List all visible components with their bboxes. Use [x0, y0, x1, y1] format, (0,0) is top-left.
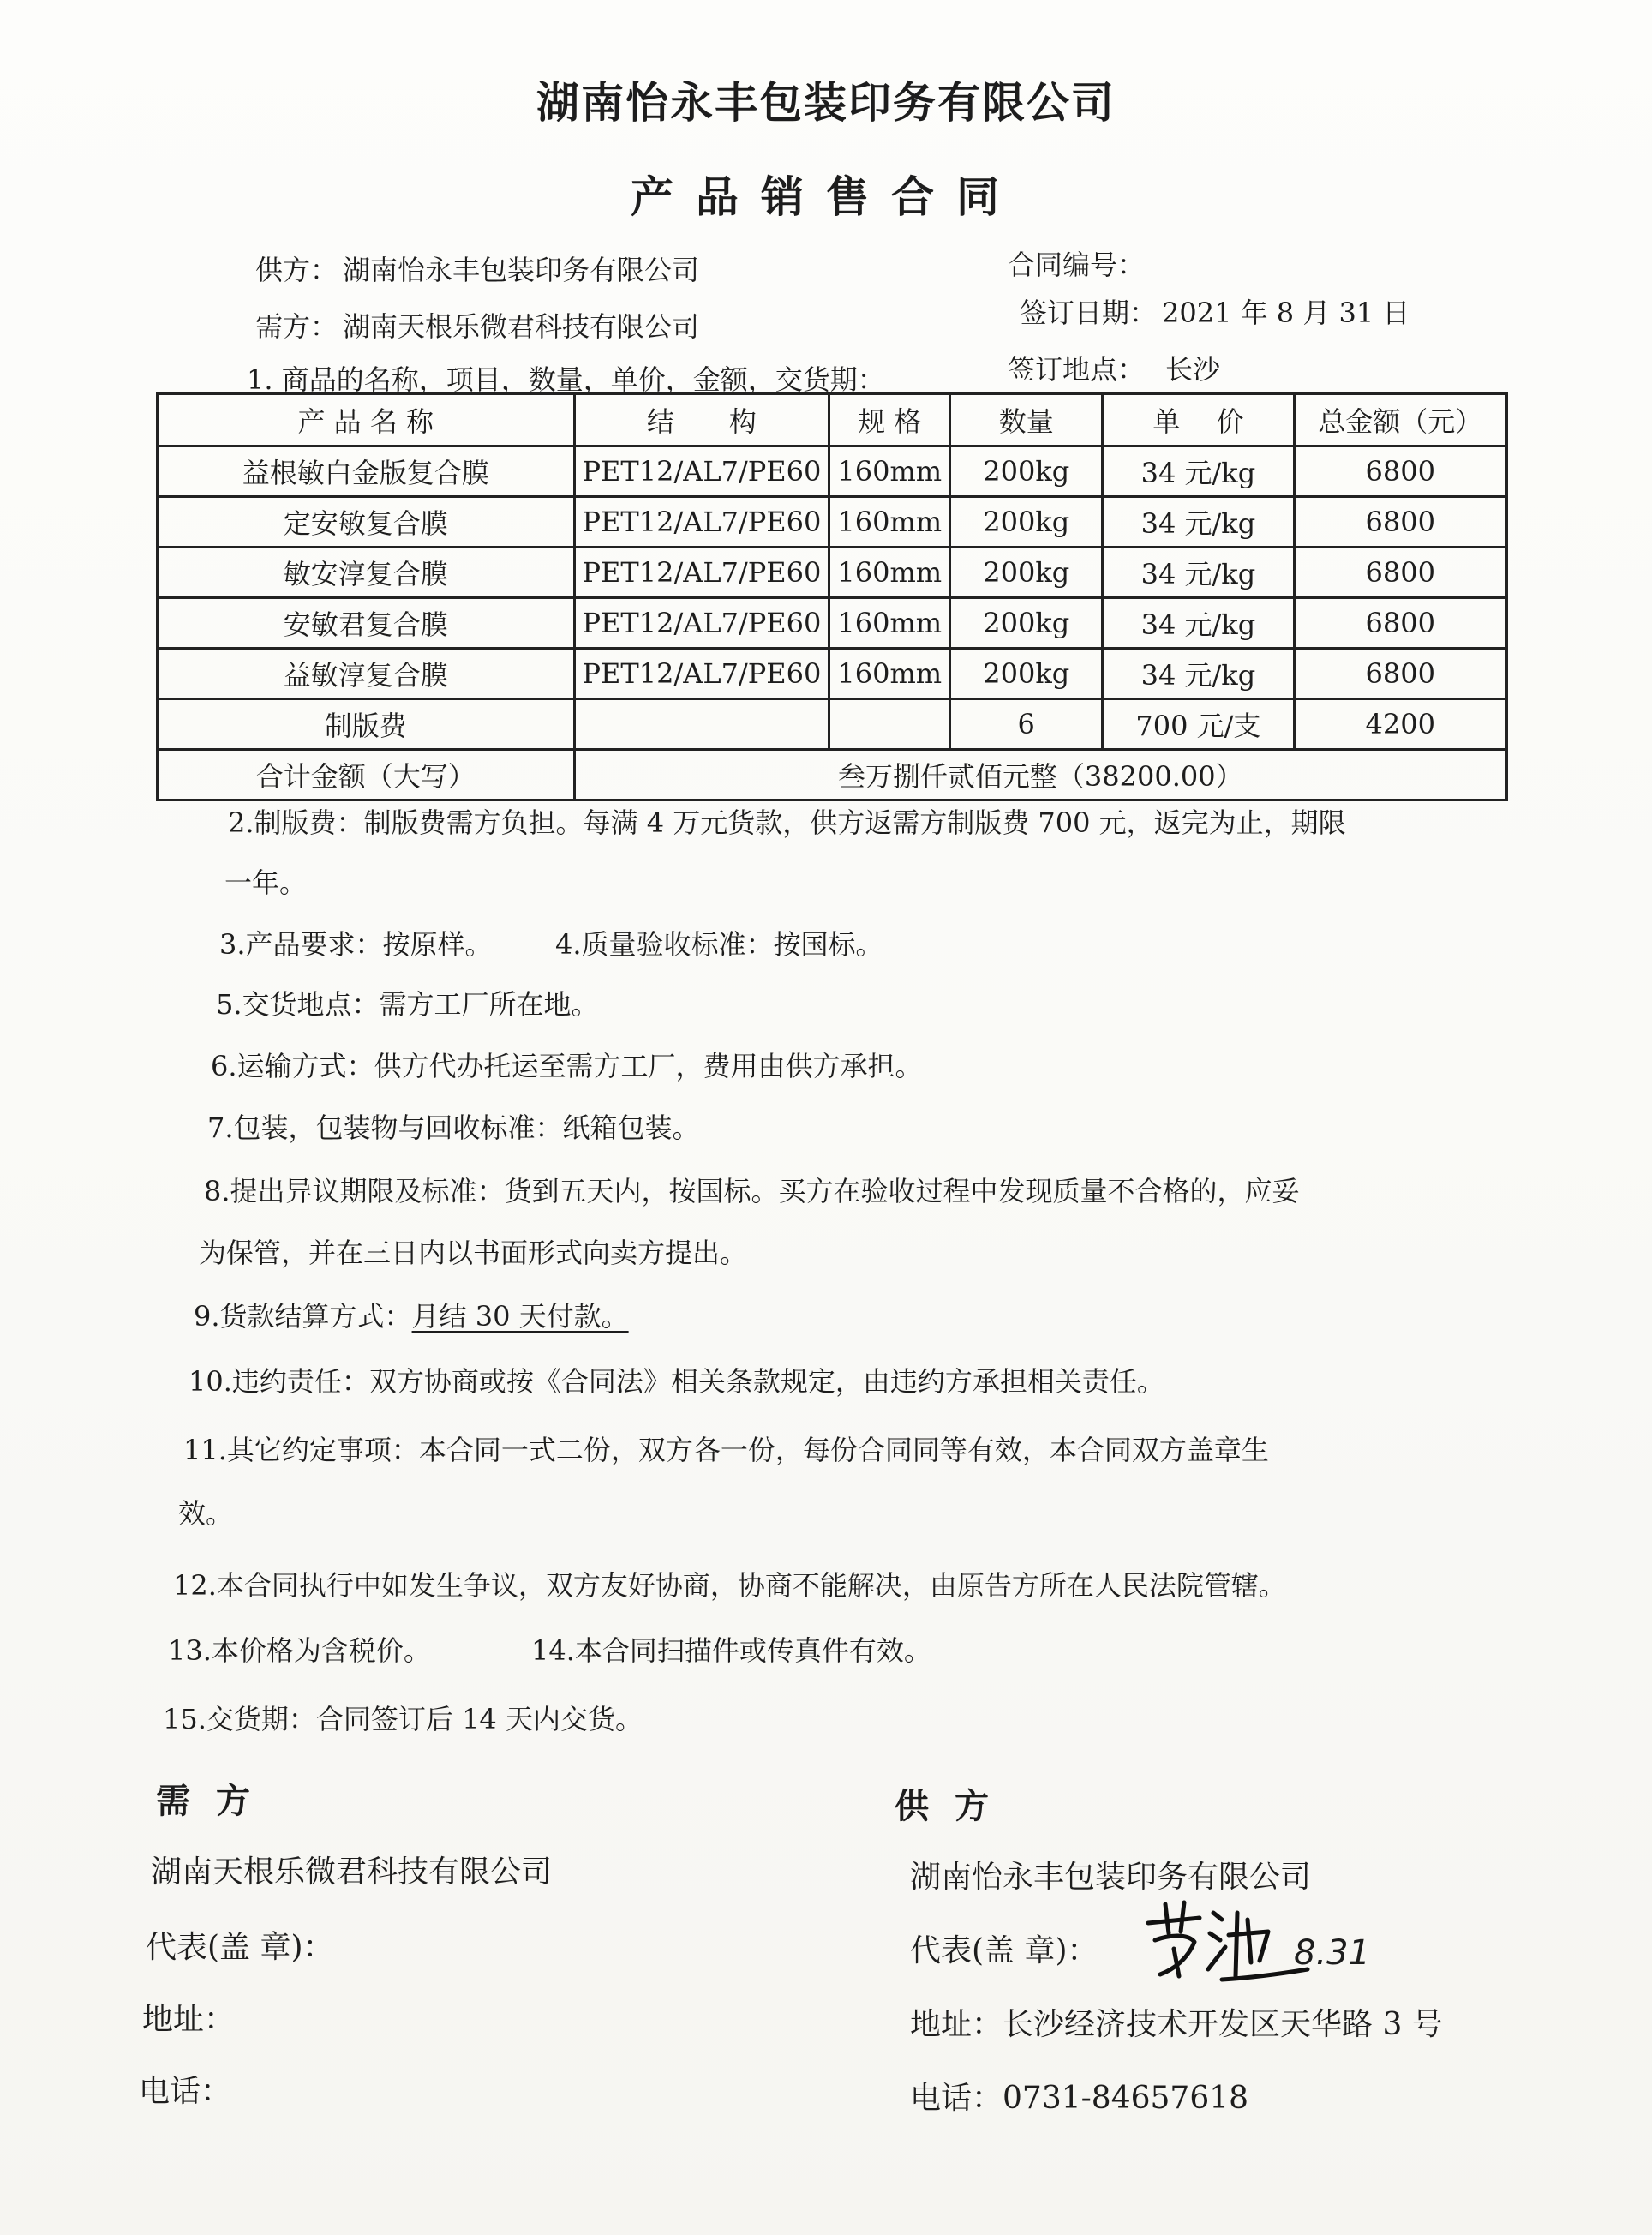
buyer-address-label: 地址：: [142, 2002, 236, 2037]
contract-no-label: 合同编号：: [1008, 249, 1146, 281]
buyer-heading: 需方: [156, 1782, 276, 1821]
cell-product-name: 安敏君复合膜: [158, 598, 575, 649]
cell-spec: 160mm: [829, 497, 950, 548]
clause-7: 7.包装，包装物与回收标准：纸箱包装。: [207, 1112, 700, 1144]
sign-date-value: 2021 年 8 月 31 日: [1162, 297, 1410, 329]
buyer-phone-label: 电话：: [139, 2074, 232, 2109]
supplier-line: [255, 249, 699, 288]
supplier-address-line: [910, 2000, 1443, 2044]
total-amount-value: 叁万捌仟贰佰元整（38200.00）: [574, 750, 1506, 800]
buyer-name: 湖南天根乐微君科技有限公司: [343, 310, 700, 343]
cell-spec: 160mm: [829, 598, 950, 649]
clause-15: 15.交货期：合同签订后 14 天内交货。: [163, 1703, 643, 1735]
supplier-company: 湖南怡永丰包装印务有限公司: [910, 1860, 1312, 1895]
supplier-name: 湖南怡永丰包装印务有限公司: [343, 254, 700, 286]
document-title: 产品销售合同: [631, 172, 1021, 222]
clause-9-label: 9.货款结算方式：: [194, 1300, 412, 1333]
clause-9-value: 月结 30 天付款。: [411, 1300, 629, 1333]
supplier-phone-line: [910, 2074, 1248, 2118]
cell-unit-price: 34 元/kg: [1103, 497, 1294, 548]
header-spec: 规 格: [829, 394, 950, 446]
header-structure: 结 构: [574, 394, 829, 446]
table-row: [158, 497, 1507, 548]
clause-2-line-2: 一年。: [224, 866, 308, 899]
clause-2-line-1: 2.制版费：制版费需方负担。每满 4 万元货款，供方返需方制版费 700 元，返完为止，期限: [228, 806, 1346, 839]
sign-place-value: 长沙: [1165, 353, 1221, 386]
cell-quantity: 200kg: [950, 649, 1103, 699]
cell-unit-price: 34 元/kg: [1103, 548, 1294, 598]
cell-spec: 160mm: [829, 548, 950, 598]
cell-product-name: 敏安淳复合膜: [158, 548, 575, 598]
clause-10: 10.违约责任：双方协商或按《合同法》相关条款规定，由违约方承担相关责任。: [189, 1365, 1164, 1398]
cell-quantity: 200kg: [950, 497, 1103, 548]
table-row: [158, 699, 1507, 750]
header-unit-price: 单 价: [1103, 394, 1294, 446]
buyer-company: 湖南天根乐微君科技有限公司: [151, 1855, 553, 1890]
cell-total: 6800: [1294, 446, 1507, 497]
product-table: [156, 392, 1508, 801]
table-row: [158, 598, 1507, 649]
supplier-heading: 供方: [895, 1787, 1015, 1826]
cell-structure: PET12/AL7/PE60: [574, 548, 829, 598]
cell-spec: 160mm: [829, 446, 950, 497]
signature-date: 8.31: [1294, 1933, 1371, 1973]
cell-product-name: 制版费: [158, 699, 575, 750]
cell-quantity: 200kg: [950, 548, 1103, 598]
supplier-address-label: 地址：: [910, 2007, 1003, 2042]
header-total-amount: 总金额（元）: [1294, 394, 1507, 446]
buyer-label: 需方：: [255, 310, 338, 343]
supplier-phone-label: 电话：: [910, 2081, 1003, 2116]
cell-quantity: 200kg: [950, 598, 1103, 649]
table-row: [158, 649, 1507, 699]
buyer-rep-label: 代表(盖 章)：: [146, 1930, 334, 1965]
clause-4: 4.质量验收标准：按国标。: [555, 928, 883, 961]
cell-structure: PET12/AL7/PE60: [574, 446, 829, 497]
sign-place-label: 签订地点：: [1008, 353, 1146, 386]
clause-13: 13.本价格为含税价。: [168, 1634, 431, 1667]
sign-date-line: [1020, 291, 1410, 331]
cell-structure: [574, 699, 829, 750]
cell-product-name: 定安敏复合膜: [158, 497, 575, 548]
clause-11-line-2: 效。: [178, 1497, 234, 1530]
cell-quantity: 200kg: [950, 446, 1103, 497]
table-row: [158, 446, 1507, 497]
cell-product-name: 益敏淳复合膜: [158, 649, 575, 699]
clause-8-line-2: 为保管，并在三日内以书面形式向卖方提出。: [199, 1237, 748, 1269]
section-1-heading: 1. 商品的名称，项目，数量，单价，金额，交货期：: [247, 363, 885, 396]
supplier-rep-label: 代表(盖 章)：: [910, 1933, 1098, 1968]
cell-total: 6800: [1294, 548, 1507, 598]
clause-14: 14.本合同扫描件或传真件有效。: [531, 1634, 931, 1667]
contract-no-line: [1008, 243, 1145, 283]
clause-8-line-1: 8.提出异议期限及标准：货到五天内，按国标。买方在验收过程中发现质量不合格的，应妥: [204, 1175, 1300, 1207]
cell-structure: PET12/AL7/PE60: [574, 497, 829, 548]
cell-unit-price: 34 元/kg: [1103, 649, 1294, 699]
company-title: 湖南怡永丰包装印务有限公司: [536, 78, 1116, 128]
cell-structure: PET12/AL7/PE60: [574, 598, 829, 649]
header-quantity: 数量: [950, 394, 1103, 446]
sign-date-label: 签订日期：: [1020, 297, 1158, 329]
cell-unit-price: 34 元/kg: [1103, 598, 1294, 649]
clause-12: 12.本合同执行中如发生争议，双方友好协商，协商不能解决，由原告方所在人民法院管辖。: [173, 1569, 1286, 1602]
cell-product-name: 益根敏白金版复合膜: [158, 446, 575, 497]
cell-total: 6800: [1294, 649, 1507, 699]
cell-spec: [829, 699, 950, 750]
header-product-name: 产 品 名 称: [158, 394, 575, 446]
table-header-row: [158, 394, 1507, 446]
supplier-label: 供方：: [255, 254, 338, 286]
cell-structure: PET12/AL7/PE60: [574, 649, 829, 699]
table-row: [158, 548, 1507, 598]
cell-total: 4200: [1294, 699, 1507, 750]
table-total-row: [158, 750, 1507, 800]
sign-place-line: [1008, 348, 1220, 387]
cell-unit-price: 700 元/支: [1103, 699, 1294, 750]
buyer-line: [255, 305, 699, 345]
clause-9: [194, 1299, 629, 1333]
cell-total: 6800: [1294, 497, 1507, 548]
cell-total: 6800: [1294, 598, 1507, 649]
supplier-phone-value: 0731-84657618: [1003, 2081, 1249, 2116]
cell-spec: 160mm: [829, 649, 950, 699]
clause-11-line-1: 11.其它约定事项：本合同一式二份，双方各一份，每份合同同等有效，本合同双方盖章生: [183, 1434, 1269, 1466]
supplier-address-value: 长沙经济技术开发区天华路 3 号: [1003, 2007, 1443, 2042]
clause-6: 6.运输方式：供方代办托运至需方工厂，费用由供方承担。: [211, 1050, 923, 1082]
cell-unit-price: 34 元/kg: [1103, 446, 1294, 497]
clause-5: 5.交货地点：需方工厂所在地。: [216, 988, 599, 1021]
cell-quantity: 6: [950, 699, 1103, 750]
total-amount-label: 合计金额（大写）: [158, 750, 575, 800]
clause-3: 3.产品要求：按原样。: [219, 928, 493, 961]
